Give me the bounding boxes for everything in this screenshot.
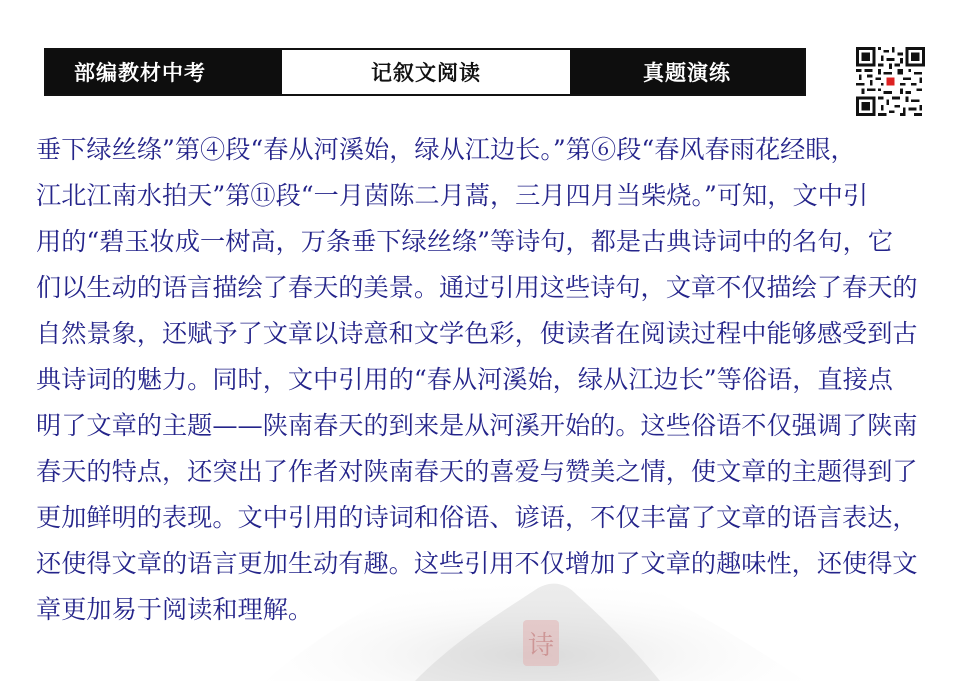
header-bar [44,48,806,96]
text-line: 春天的特点，还突出了作者对陕南春天的喜爱与赞美之情，使文章的主题得到了 [36,457,918,486]
header-left-label: 部编教材中考 [46,50,282,94]
text-line: 明了文章的主题——陕南春天的到来是从河溪开始的。这些俗语不仅强调了陕南 [36,411,918,440]
header-right-label: 真题演练 [570,50,804,94]
text-line: 还使得文章的语言更加生动有趣。这些引用不仅增加了文章的趣味性，还使得文 [36,549,918,578]
text-line: 典诗词的魅力。同时，文中引用的“春从河溪始，绿从江边长”等俗语，直接点 [36,365,893,394]
text-line: 自然景象，还赋予了文章以诗意和文学色彩，使读者在阅读过程中能够感受到古 [36,319,918,348]
text-line: 江北江南水拍天”第⑪段“一月茵陈二月蒿，三月四月当柴烧。”可知，文中引 [36,181,869,210]
article-body [36,127,936,633]
text-line: 们以生动的语言描绘了春天的美景。通过引用这些诗句，文章不仅描绘了春天的 [36,273,918,302]
text-line: 章更加易于阅读和理解。 [36,595,314,624]
watermark-glyph: 诗 [527,631,555,661]
qr-code-icon[interactable] [856,47,925,116]
text-line: 用的“碧玉妆成一树高，万条垂下绿丝绦”等诗句，都是古典诗词中的名句，它 [36,227,893,256]
header-center-label: 记叙文阅读 [282,50,570,94]
text-line: 垂下绿丝绦”第④段“春从河溪始，绿从江边长。”第⑥段“春风春雨花经眼， [36,135,856,164]
text-line: 更加鲜明的表现。文中引用的诗词和俗语、谚语，不仅丰富了文章的语言表达， [36,503,918,532]
